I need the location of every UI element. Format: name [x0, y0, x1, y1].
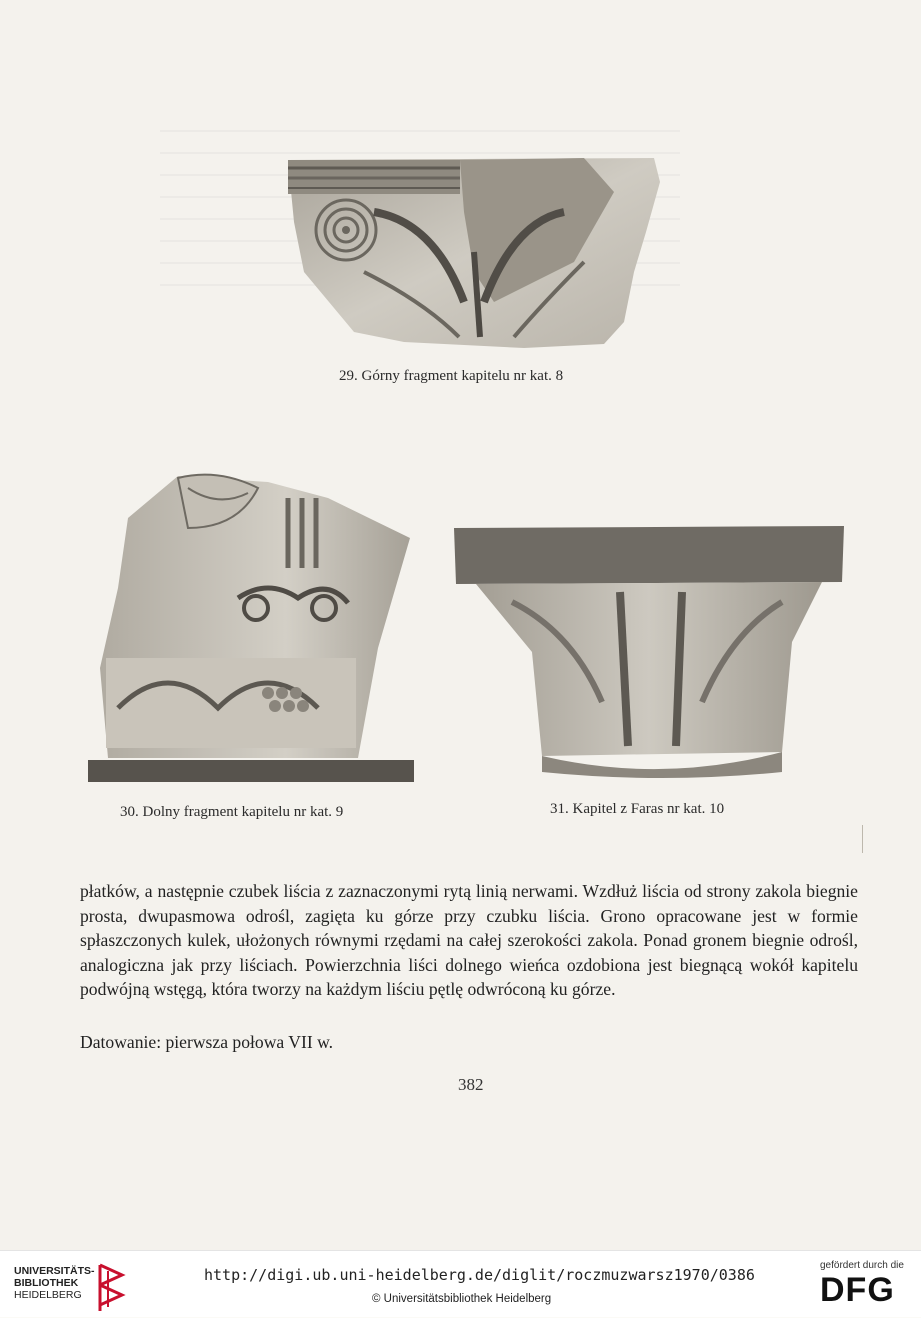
figure-29-caption: 29. Górny fragment kapitelu nr kat. 8: [339, 368, 564, 384]
library-line-1: UNIVERSITÄTS-: [14, 1265, 95, 1277]
library-line-3: HEIDELBERG: [14, 1289, 82, 1301]
permalink-url[interactable]: http://digi.ub.uni-heidelberg.de/diglit/roczmuzwarsz1970/0386: [204, 1266, 755, 1284]
page-number: 382: [458, 1075, 484, 1094]
funding-note: gefördert durch die: [820, 1260, 904, 1271]
figure-30-photo: [88, 468, 416, 784]
figure-29-photo: [284, 152, 662, 350]
library-line-2: BIBLIOTHEK: [14, 1277, 79, 1289]
university-library-logo-icon: [94, 1263, 128, 1318]
digitization-footer: [0, 1250, 921, 1317]
figure-30-caption: 30. Dolny fragment kapitelu nr kat. 9: [120, 804, 344, 820]
figure-31-caption: 31. Kapitel z Faras nr kat. 10: [550, 801, 725, 817]
figure-31-photo: [452, 522, 848, 784]
library-name: [14, 1265, 95, 1301]
dating-line: Datowanie: pierwsza połowa VII w.: [80, 1032, 334, 1052]
margin-mark: [862, 825, 863, 853]
body-paragraph: [80, 879, 858, 1002]
paragraph-text: płatków, a następnie czubek liścia z zaznaczonymi rytą linią nerwami. Wzdłuż liścia od strony zakola biegnie prosta, dwupasmowa odrośl, zagięta ku górze przy czubku liścia. Grono opracowane jest w formie spłaszczonych kulek, ułożonych równymi rzędami na całej szerokości zakola. Ponad gronem biegnie odrośl, analogiczna jak przy liściach. Powierzchnia liści dolnego wieńca ozdobiona jest biegnącą wokół kapitelu podwójną wstęgą, która tworzy na każdym liściu pętlę odwróconą ku górze.: [80, 881, 858, 1000]
dfg-logo: DFG: [820, 1271, 895, 1309]
copyright-notice: © Universitätsbibliothek Heidelberg: [372, 1293, 552, 1305]
